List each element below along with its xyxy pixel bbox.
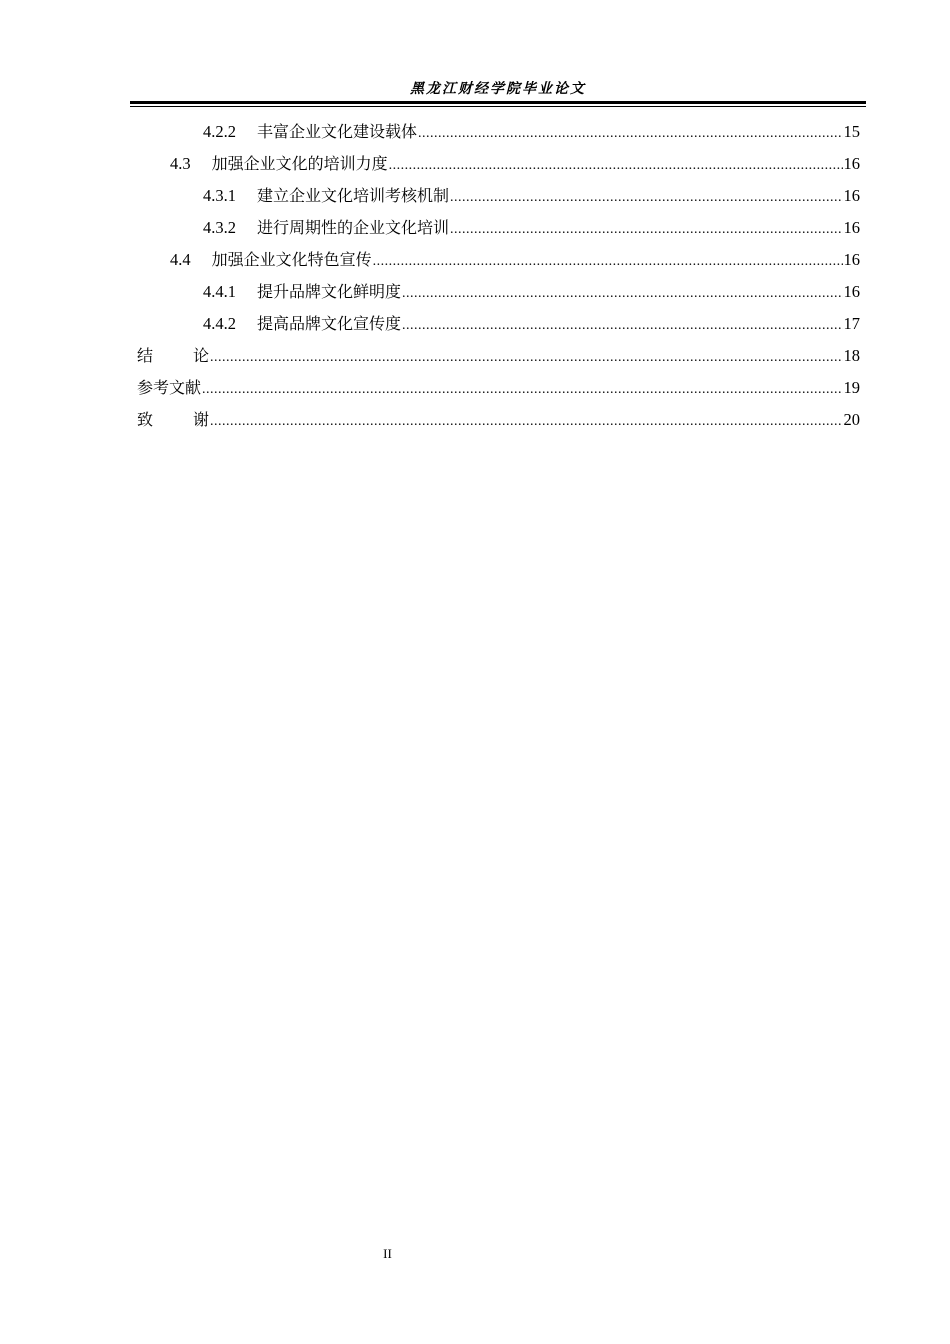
toc-entry-title: 进行周期性的企业文化培训 — [257, 218, 450, 237]
toc-entry-4-4-1[interactable] — [137, 276, 860, 308]
toc-entry-title: 加强企业文化特色宣传 — [211, 250, 372, 269]
toc-entry-page: 19 — [843, 378, 860, 397]
toc-dot-leader — [450, 182, 842, 214]
toc-dot-leader — [373, 246, 843, 278]
toc-dot-leader — [418, 118, 842, 150]
toc-entry-page: 17 — [843, 314, 860, 333]
toc-entry-number: 4.3.1 — [203, 186, 236, 205]
toc-entry-4-3[interactable] — [137, 148, 860, 180]
toc-dot-leader — [210, 406, 842, 438]
toc-dot-leader — [402, 278, 842, 310]
toc-entry-number: 4.2.2 — [203, 122, 236, 141]
toc-entry-page: 20 — [843, 410, 860, 429]
toc-entry-page: 16 — [843, 218, 860, 237]
toc-entry-title: 提高品牌文化宣传度 — [257, 314, 402, 333]
toc-entry-title: 致谢 — [137, 410, 250, 429]
toc-entry-references[interactable] — [137, 372, 860, 404]
toc-dot-leader — [202, 374, 842, 406]
page-number: II — [383, 1246, 392, 1261]
table-of-contents — [137, 116, 860, 436]
toc-entry-conclusion[interactable] — [137, 340, 860, 372]
toc-entry-number: 4.4.2 — [203, 314, 236, 333]
toc-entry-acknowledgements[interactable] — [137, 404, 860, 436]
toc-entry-title: 建立企业文化培训考核机制 — [257, 186, 450, 205]
toc-entry-number: 4.4.1 — [203, 282, 236, 301]
toc-entry-page: 16 — [843, 154, 860, 173]
toc-entry-title: 丰富企业文化建设载体 — [257, 122, 418, 141]
toc-entry-title: 结论 — [137, 346, 250, 365]
page-header-title: 黑龙江财经学院毕业论文 — [410, 81, 586, 97]
toc-entry-page: 16 — [843, 186, 860, 205]
toc-entry-page: 16 — [843, 282, 860, 301]
header-rule-thin — [130, 106, 866, 107]
toc-entry-4-4-2[interactable] — [137, 308, 860, 340]
toc-dot-leader — [389, 150, 843, 182]
toc-dot-leader — [402, 310, 842, 342]
toc-entry-page: 16 — [843, 250, 860, 269]
toc-entry-4-2-2[interactable] — [137, 116, 860, 148]
toc-dot-leader — [450, 214, 842, 246]
toc-entry-4-3-2[interactable] — [137, 212, 860, 244]
toc-entry-page: 15 — [843, 122, 860, 141]
toc-entry-number: 4.3 — [170, 154, 191, 173]
toc-entry-4-3-1[interactable] — [137, 180, 860, 212]
toc-dot-leader — [210, 342, 842, 374]
header-rule-thick — [130, 101, 866, 104]
toc-entry-page: 18 — [843, 346, 860, 365]
toc-entry-title: 提升品牌文化鲜明度 — [257, 282, 402, 301]
toc-entry-4-4[interactable] — [137, 244, 860, 276]
toc-entry-number: 4.4 — [170, 250, 191, 269]
toc-entry-title: 加强企业文化的培训力度 — [211, 154, 388, 173]
toc-entry-title: 参考文献 — [137, 378, 202, 397]
toc-entry-number: 4.3.2 — [203, 218, 236, 237]
